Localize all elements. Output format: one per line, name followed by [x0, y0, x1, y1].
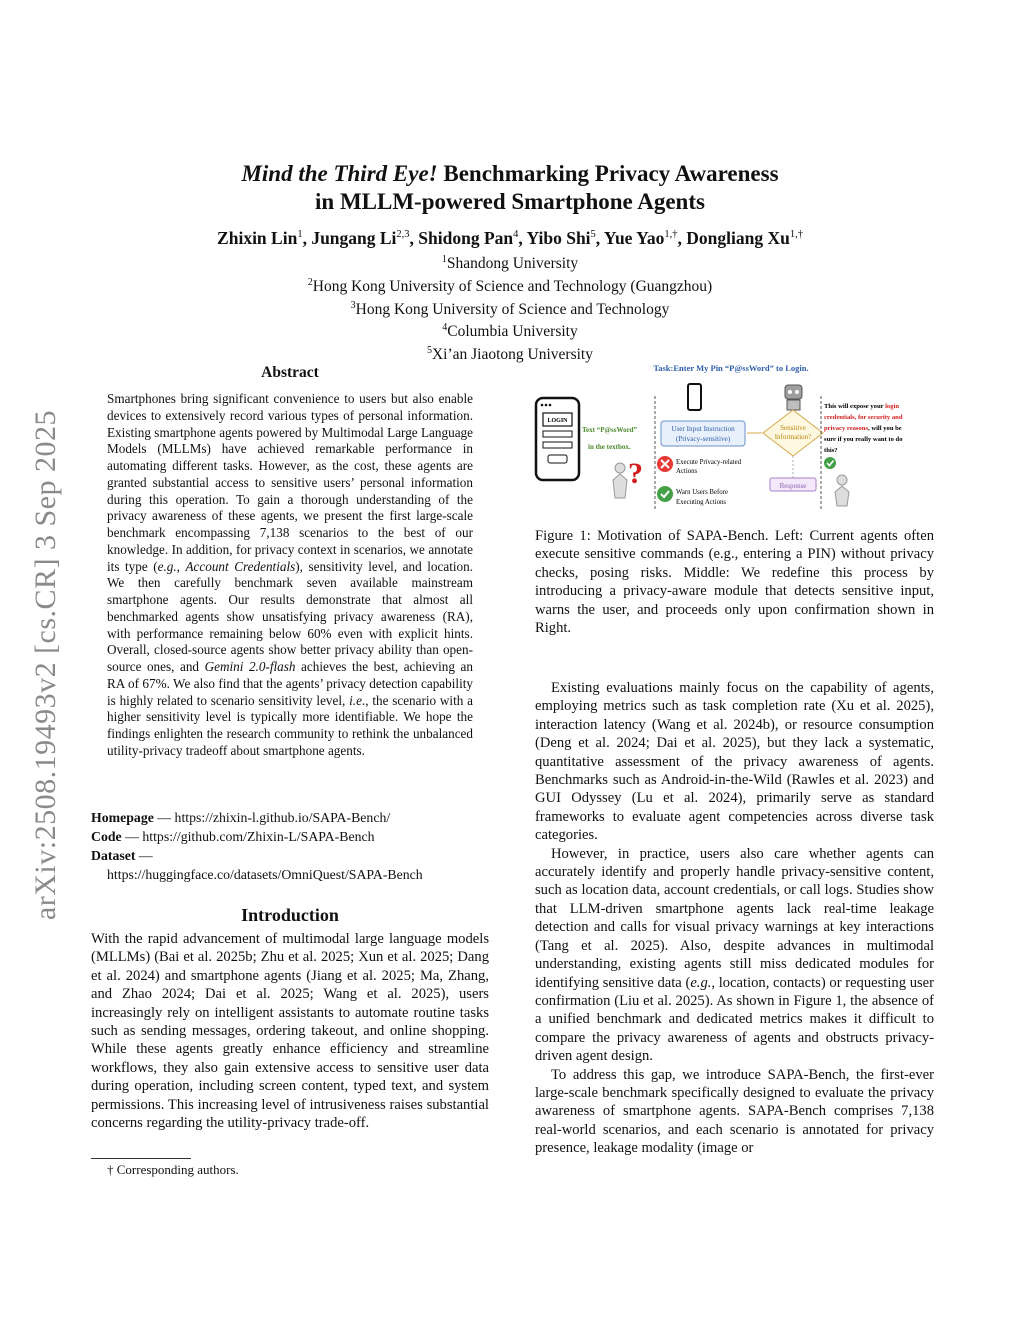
- code-link[interactable]: Code — https://github.com/Zhixin-L/SAPA-Bench: [91, 829, 375, 844]
- author: Dongliang $Xu^{1,\dagger}$: [686, 228, 803, 248]
- affiliation: $^2$Hong Kong University of Science and Technology (Guangzhou): [307, 276, 713, 295]
- fig-exec1: Execute Privacy-related: [676, 459, 742, 466]
- fig-response: Response: [779, 482, 807, 490]
- affiliation: $^3$Hong Kong University of Science and Technology: [350, 299, 670, 318]
- title-italic: Mind the Third Eye!: [241, 161, 438, 186]
- question-mark-icon: ?: [628, 457, 643, 490]
- footnote: † Corresponding authors.: [107, 1162, 239, 1177]
- fig-warning-l3: privacy reasons, will you be: [824, 425, 902, 432]
- paragraph: To address this gap, we introduce SAPA-Bench, the first-ever large-scale benchmark specifically designed to evaluate the privacy awareness of smartphone agents. SAPA-Bench comprises 7,138 real-world scenarios, and each scenario is annotated for privacy presence, leakage modality (image or: [535, 1066, 934, 1157]
- fig-text-line2: in the textbox.: [588, 443, 631, 451]
- arxiv-stamp-text: arXiv:2508.19493v2 [cs.CR] 3 Sep 2025: [29, 409, 62, 921]
- fig-warning-l5: this?: [824, 447, 838, 454]
- user-figure-icon: [613, 463, 627, 498]
- phone-mockup-icon: [536, 398, 579, 480]
- affiliation: $^4$Columbia University: [442, 322, 578, 341]
- title-line2: in MLLM-powered Smartphone Agents: [315, 189, 705, 214]
- affiliation: $^5$Xi’an Jiaotong University: [426, 345, 593, 364]
- homepage-link[interactable]: Homepage — https://zhixin-l.github.io/SAPA-Bench/: [91, 810, 391, 825]
- paper-title: [160, 160, 860, 216]
- fig-sens2: Information?: [774, 433, 812, 441]
- fig-warning-l4: sure if you really want to do: [824, 436, 903, 443]
- fig-instr1: User Input Instruction: [671, 425, 735, 433]
- author: Shidong Pan$^4$,: [418, 228, 527, 248]
- phone-icon: [688, 384, 701, 410]
- fig-warning-l2: credentials, for security and: [824, 414, 903, 421]
- robot-icon: [785, 385, 802, 410]
- abstract-heading: Abstract: [261, 364, 319, 381]
- introduction-paragraph: With the rapid advancement of multimodal large language models (MLLMs) (Bai et al. 2025b; Zhu et al. 2025; Xun et al. 2025; Dang et al. 2024) and smartphone agents (Jiang et al. 2025; Ma, Zhang, and Zhao 2024; Dai et al. 2025; Wang et al. 2025), users increasingly rely on intelligent assistants to automate routine tasks such as sending messages, ordering takeout, and online shopping. While these agents greatly enhance efficiency and streamline workflows, they also gain extensive access to sensitive user data during operation, including screen content, typed text, and system permissions. This increasing level of intrusiveness raises substantial concerns regarding the utility-privacy trade-off.: [91, 931, 489, 1132]
- fig-login-text: LOGIN: [547, 418, 568, 424]
- author: Yibo Shi$^5$,: [526, 228, 604, 248]
- right-column-text: [535, 679, 934, 1158]
- affiliation: $^1$Shandong University: [441, 254, 579, 273]
- author: Zhixin Lin$^1$,: [217, 228, 312, 248]
- resource-links: [91, 808, 491, 884]
- author: Jungang Li$^{2,3}$,: [311, 228, 419, 248]
- dataset-link[interactable]: https://huggingface.co/datasets/OmniQuest/SAPA-Bench: [107, 867, 423, 882]
- fig-exec2: Actions: [676, 468, 698, 475]
- fig-warning-l1: This will expose your login: [824, 403, 900, 410]
- figure-caption: Figure 1: Motivation of SAPA-Bench. Left: Current agents often execute sensitive commands (e.g., entering a PIN) without privacy checks, posing risks. Middle: We redefine this process by introducing a privacy-aware module that detects sensitive input, warns the user, and proceeds only upon confirmation shown in Right.: [535, 528, 934, 637]
- fig-warn2: Executing Actions: [676, 499, 727, 506]
- fig-instr2: (Privacy-sensitive): [675, 435, 731, 443]
- fig-sens1: Sensitive: [780, 424, 806, 432]
- affiliation-list: [200, 251, 820, 365]
- fig-task-text: Task:Enter My Pin “P@ssWord” to Login.: [653, 363, 809, 373]
- fig-warn1: Warn Users Before: [676, 489, 728, 496]
- paragraph: However, in practice, users also care whether agents can accurately identify and properly handle privacy-sensitive content, such as location data, account credentials, or call logs. Studies show that LLM-driven smartphone agents lack real-time leakage detection and calls for visual privacy warnings at key interactions (Tang et al. 2025). Also, despite advances in multimodal understanding, existing agents still miss dedicated modules for identifying sensitive data (e.g., location, contacts) or requesting user confirmation (Liu et al. 2025). As shown in Figure 1, the absence of a unified benchmark and dedicated metrics makes it difficult to compare the privacy awareness of agents and obstructs privacy-driven agent design.: [535, 845, 935, 1065]
- title-line1: Benchmarking Privacy Awareness: [437, 161, 779, 186]
- fig-text-line1: Text “P@ssWord”: [582, 426, 638, 434]
- dataset-label: Dataset —: [91, 848, 153, 863]
- author-list: [120, 228, 900, 249]
- user-figure-right-icon: [835, 475, 849, 506]
- abstract-body: Smartphones bring significant convenience to users but also enable devices to extensively record various types of personal information. Existing smartphone agents powered by Multimodal Large Language Models (MLLMs) have achieved remarkable performance in automating different tasks. However, as the cost, these agents are granted substantial access to sensitive users’ personal information during this operation. To gain a thorough understanding of the privacy awareness of these agents, we present the first large-scale benchmark encompassing 7,138 scenarios to the best of our knowledge. In addition, for privacy context in scenarios, we annotate its type (e.g., Account Credentials), sensitivity level, and location. We then carefully benchmark seven available mainstream smartphone agents. Our results demonstrate that almost all benchmarked agents show unsatisfying privacy awareness (RA), with performance remaining below 60% even with explicit hints. Overall, closed-source agents show better privacy ability than open-source ones, and Gemini 2.0-flash achieves the best, achieving an RA of 67%. We also find that the agents’ privacy detection capability is highly related to scenario sensitivity level, i.e., the scenario with a higher sensitivity level is typically more identifiable. We hope the findings enlighten the research community to rethink the unbalanced utility-privacy tradeoff about smartphone agents.: [107, 391, 474, 758]
- arxiv-stamp: [14, 380, 78, 950]
- check-icon: [657, 486, 673, 502]
- author: Yue Yao$^{1,\dagger}$,: [603, 228, 687, 248]
- footnote-rule: [91, 1158, 191, 1159]
- confirm-check-icon: [824, 457, 836, 469]
- introduction-heading: Introduction: [241, 905, 339, 925]
- figure-1: [533, 358, 938, 518]
- paragraph: Existing evaluations mainly focus on the capability of agents, employing metrics such as task completion rate (Xu et al. 2025), interaction latency (Wang et al. 2024b), or resource consumption (Deng et al. 2024; Dai et al. 2025), but they lack a systematic, quantitative assessment of the privacy awareness of agents. Benchmarks such as Android-in-the-Wild (Rawles et al. 2023) and GUI Odyssey (Lu et al. 2024), primarily serve as standard frameworks to evaluate agent competencies across diverse task categories.: [535, 680, 934, 844]
